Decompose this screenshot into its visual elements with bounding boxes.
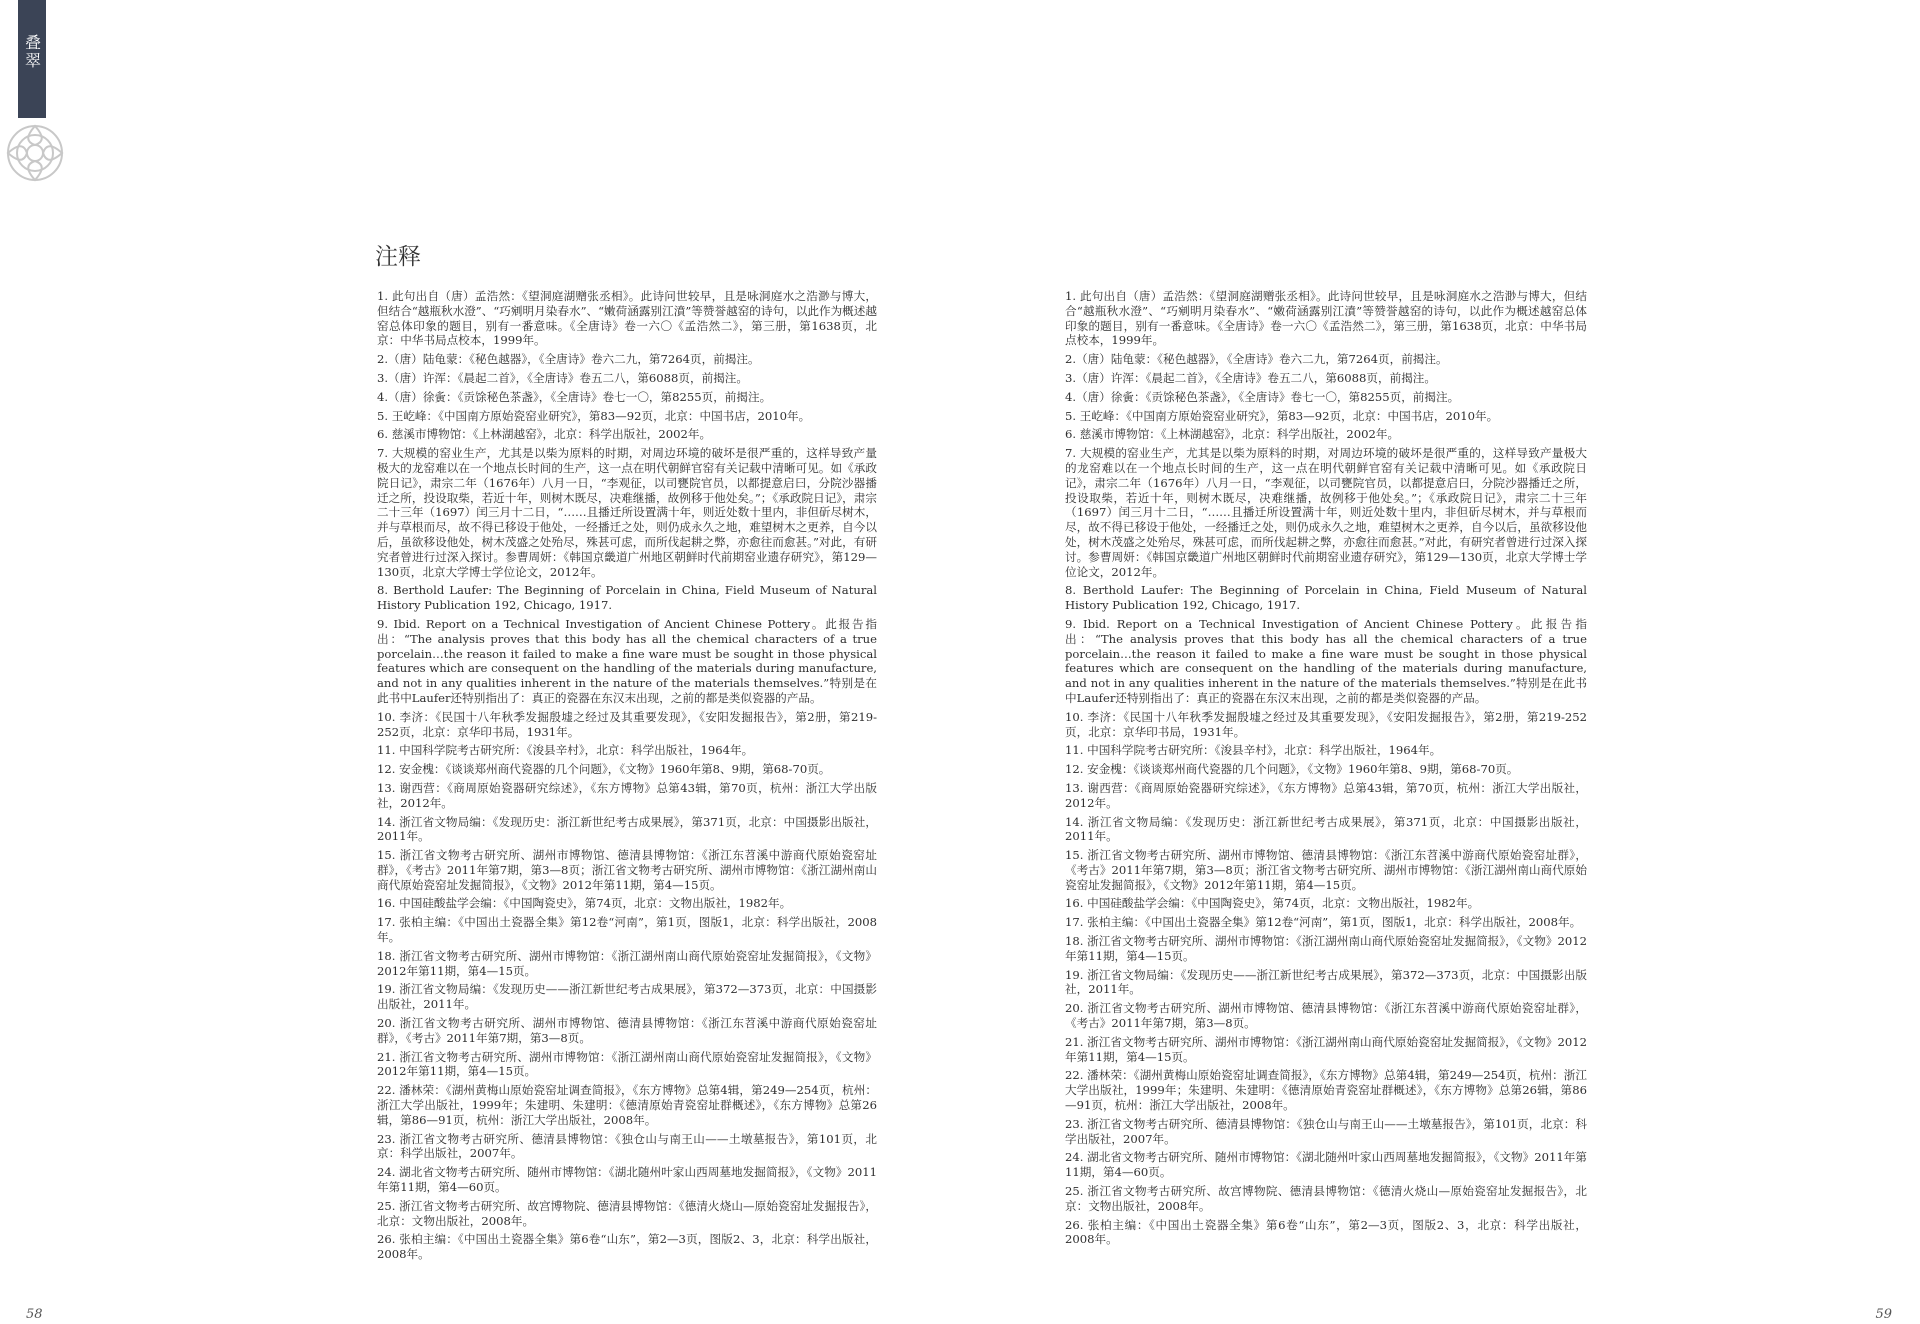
note-item: 5. 王屹峰：《中国南方原始瓷窑业研究》，第83—92页，北京：中国书店，2010年。 bbox=[1065, 408, 1499, 423]
note-item: 24. 湖北省文物考古研究所、随州市博物馆：《湖北随州叶家山西周墓地发掘简报》，《文物》2011年第11期，第4—60页。 bbox=[377, 1165, 877, 1195]
note-item: 2.（唐）陆龟蒙：《秘色越器》，《全唐诗》卷六二九，第7264页，前揭注。 bbox=[377, 352, 760, 367]
note-item: 10. 李济：《民国十八年秋季发掘殷墟之经过及其重要发现》，《安阳发掘报告》，第2册，第219-252页，北京：京华印书局，1931年。 bbox=[1065, 709, 1587, 739]
note-item: 6. 慈溪市博物馆：《上林湖越窑》，北京：科学出版社，2002年。 bbox=[377, 427, 712, 442]
note-item: 2.（唐）陆龟蒙：《秘色越器》，《全唐诗》卷六二九，第7264页，前揭注。 bbox=[1065, 352, 1448, 367]
note-item: 19. 浙江省文物局编：《发现历史——浙江新世纪考古成果展》，第372—373页，北京：中国摄影出版社，2011年。 bbox=[377, 982, 877, 1012]
note-item: 3.（唐）许浑：《晨起二首》，《全唐诗》卷五二八，第6088页，前揭注。 bbox=[1065, 370, 1436, 385]
page-number-right: 59 bbox=[1875, 1307, 1892, 1322]
note-item: 7. 大规模的窑业生产，尤其是以柴为原料的时期，对周边环境的破坏是很严重的，这样导致产量极大的龙窑难以在一个地点长时间的生产，这一点在明代朝鲜官窑有关记载中清晰可见。如《承政院日记》，肃宗二年（1676年）八月一日，“李观征，以司甕院官员，以都提意启曰，分院沙器播迁之所，投设取柴，若近十年，则树木既尽，决难继播，故例移于他处矣。”；《承政院日记》，肃宗二十三年（1697）闰三月十二日，“……且播迁所设置满十年，则近处数十里内，非但斫尽树木，并与草根而尽，故不得已移设于他处，一经播迁之处，则仍成永久之地，难望树木之更养，自今以后，虽欲移设他处，树木茂盛之处殆尽，殊甚可虑，而所伐起耕之弊，亦愈往而愈甚。”对此，有研究者曾进行过深入探讨。参曹周妍：《韩国京畿道广州地区朝鲜时代前期窑业遗存研究》，第129—130页，北京大学博士学位论文，2012年。 bbox=[377, 446, 877, 579]
note-item: 8. Berthold Laufer: The Beginning of Porcelain in China, Field Museum of Natural History Publication 192, Chicago, 1917. bbox=[1065, 583, 1587, 613]
note-item: 4.（唐）徐夤：《贡馀秘色茶盏》，《全唐诗》卷七一〇，第8255页，前揭注。 bbox=[1065, 389, 1460, 404]
note-item: 17. 张柏主编：《中国出土瓷器全集》第12卷“河南”，第1页，图版1，北京：科学出版社，2008年。 bbox=[1065, 915, 1582, 930]
note-item: 14. 浙江省文物局编：《发现历史：浙江新世纪考古成果展》，第371页，北京：中国摄影出版社，2011年。 bbox=[1065, 814, 1587, 844]
note-item: 23. 浙江省文物考古研究所、德清县博物馆：《独仓山与南王山——土墩墓报告》，第101页，北京：科学出版社，2007年。 bbox=[377, 1131, 877, 1161]
note-item: 14. 浙江省文物局编：《发现历史：浙江新世纪考古成果展》，第371页，北京：中国摄影出版社，2011年。 bbox=[377, 814, 877, 844]
note-item: 20. 浙江省文物考古研究所、湖州市博物馆、德清县博物馆：《浙江东苕溪中游商代原始瓷窑址群》，《考古》2011年第7期，第3—8页。 bbox=[377, 1016, 877, 1045]
note-item: 6. 慈溪市博物馆：《上林湖越窑》，北京：科学出版社，2002年。 bbox=[1065, 427, 1400, 442]
note-item: 1. 此句出自（唐）孟浩然：《望洞庭湖赠张丞相》。此诗问世较早，且是咏洞庭水之浩渺与博大，但结合“越瓶秋水澄”、“巧剜明月染春水”、“嫩荷涵露别江濆”等赞誉越窑的诗句，以此作为概述越窑总体印象的题目，别有一番意味。《全唐诗》卷一六〇《孟浩然二》，第三册，第1638页，北京：中华书局点校本，1999年。 bbox=[1065, 289, 1587, 348]
note-item: 7. 大规模的窑业生产，尤其是以柴为原料的时期，对周边环境的破坏是很严重的，这样导致产量极大的龙窑难以在一个地点长时间的生产，这一点在明代朝鲜官窑有关记载中清晰可见。如《承政院日记》，肃宗二年（1676年）八月一日，“李观征，以司甕院官员，以都提意启曰，分院沙器播迁之所，投设取柴，若近十年，则树木既尽，决难继播，故例移于他处矣。”；《承政院日记》，肃宗二十三年（1697）闰三月十二日，“……且播迁所设置满十年，则近处数十里内，非但斫尽树木，并与草根而尽，故不得已移设于他处，一经播迁之处，则仍成永久之地，难望树木之更养，自今以后，虽欲移设他处，树木茂盛之处殆尽，殊甚可虑，而所伐起耕之弊，亦愈往而愈甚。”对此，有研究者曾进行过深入探讨。参曹周妍：《韩国京畿道广州地区朝鲜时代前期窑业遗存研究》，第129—130页，北京大学博士学位论文，2012年。 bbox=[1065, 446, 1587, 579]
note-item: 26. 张柏主编：《中国出土瓷器全集》第6卷“山东”，第2—3页，图版2、3，北京：科学出版社，2008年。 bbox=[1065, 1217, 1587, 1247]
note-item: 21. 浙江省文物考古研究所、湖州市博物馆：《浙江湖州南山商代原始瓷窑址发掘简报》，《文物》2012年第11期，第4—15页。 bbox=[1065, 1034, 1587, 1064]
note-item: 23. 浙江省文物考古研究所、德清县博物馆：《独仓山与南王山——土墩墓报告》，第101页，北京：科学出版社，2007年。 bbox=[1065, 1116, 1587, 1146]
note-item: 11. 中国科学院考古研究所：《浚县辛村》，北京：科学出版社，1964年。 bbox=[1065, 743, 1442, 758]
note-item: 12. 安金槐：《谈谈郑州商代瓷器的几个问题》，《文物》1960年第8、9期，第68-70页。 bbox=[377, 762, 831, 777]
section-tab bbox=[18, 0, 46, 118]
page-number-left: 58 bbox=[26, 1307, 43, 1322]
note-item: 24. 湖北省文物考古研究所、随州市博物馆：《湖北随州叶家山西周墓地发掘简报》，《文物》2011年第11期，第4—60页。 bbox=[1065, 1150, 1587, 1180]
note-item: 22. 潘林荣：《湖州黄梅山原始瓷窑址调查简报》，《东方博物》总第4辑，第249—254页，杭州：浙江大学出版社，1999年；朱建明、朱建明：《德清原始青瓷窑址群概述》，《东方博物》总第26辑，第86—91页，杭州：浙江大学出版社，2008年。 bbox=[377, 1083, 877, 1127]
note-item: 3.（唐）许浑：《晨起二首》，《全唐诗》卷五二八，第6088页，前揭注。 bbox=[377, 370, 748, 385]
note-item: 5. 王屹峰：《中国南方原始瓷窑业研究》，第83—92页，北京：中国书店，2010年。 bbox=[377, 408, 811, 423]
note-item: 13. 谢西营：《商周原始瓷器研究综述》，《东方博物》总第43辑，第70页，杭州：浙江大学出版社，2012年。 bbox=[1065, 780, 1587, 810]
note-item: 21. 浙江省文物考古研究所、湖州市博物馆：《浙江湖州南山商代原始瓷窑址发掘简报》，《文物》2012年第11期，第4—15页。 bbox=[377, 1049, 877, 1079]
notes-list-right bbox=[1065, 289, 1587, 1251]
page-title: 注释 bbox=[375, 244, 421, 270]
note-item: 25. 浙江省文物考古研究所、故宫博物院、德清县博物馆：《德清火烧山—原始瓷窑址发掘报告》，北京：文物出版社，2008年。 bbox=[377, 1198, 877, 1228]
note-item: 12. 安金槐：《谈谈郑州商代瓷器的几个问题》，《文物》1960年第8、9期，第68-70页。 bbox=[1065, 762, 1519, 777]
note-item: 10. 李济：《民国十八年秋季发掘殷墟之经过及其重要发现》，《安阳发掘报告》，第2册，第219-252页，北京：京华印书局，1931年。 bbox=[377, 709, 877, 739]
note-item: 9. Ibid. Report on a Technical Investigation of Ancient Chinese Pottery。此报告指出：“The analysis proves that this body has all the chemical characters of a true porcelain…the reason it failed to make a fine ware must be sought in those physical features which are consequent on the handling of the materials during manufacture, and not in any qualities inherent in the nature of the materials themselves.”特别是在此书中Laufer还特别指出了：真正的瓷器在东汉末出现，之前的都是类似瓷器的产品。 bbox=[1065, 616, 1587, 705]
note-item: 16. 中国硅酸盐学会编：《中国陶瓷史》，第74页，北京：文物出版社，1982年。 bbox=[1065, 896, 1480, 911]
notes-list-left bbox=[377, 289, 877, 1266]
note-item: 19. 浙江省文物局编：《发现历史——浙江新世纪考古成果展》，第372—373页，北京：中国摄影出版社，2011年。 bbox=[1065, 967, 1587, 997]
note-item: 1. 此句出自（唐）孟浩然：《望洞庭湖赠张丞相》。此诗问世较早，且是咏洞庭水之浩渺与博大，但结合“越瓶秋水澄”、“巧剜明月染春水”、“嫩荷涵露别江濆”等赞誉越窑的诗句，以此作为概述越窑总体印象的题目，别有一番意味。《全唐诗》卷一六〇《孟浩然二》，第三册，第1638页，北京：中华书局点校本，1999年。 bbox=[377, 289, 877, 348]
note-item: 17. 张柏主编：《中国出土瓷器全集》第12卷“河南”，第1页，图版1，北京：科学出版社，2008年。 bbox=[377, 915, 877, 945]
note-item: 22. 潘林荣：《湖州黄梅山原始瓷窑址调查简报》，《东方博物》总第4辑，第249—254页，杭州：浙江大学出版社，1999年；朱建明、朱建明：《德清原始青瓷窑址群概述》，《东方博物》总第26辑，第86—91页，杭州：浙江大学出版社，2008年。 bbox=[1065, 1068, 1587, 1113]
floral-emblem-icon bbox=[4, 122, 66, 184]
note-item: 25. 浙江省文物考古研究所、故宫博物院、德清县博物馆：《德清火烧山—原始瓷窑址发掘报告》，北京：文物出版社，2008年。 bbox=[1065, 1184, 1587, 1213]
section-tab-label: 叠翠 bbox=[22, 34, 42, 70]
note-item: 16. 中国硅酸盐学会编：《中国陶瓷史》，第74页，北京：文物出版社，1982年。 bbox=[377, 896, 792, 911]
note-item: 8. Berthold Laufer: The Beginning of Porcelain in China, Field Museum of Natural History Publication 192, Chicago, 1917. bbox=[377, 583, 877, 613]
note-item: 26. 张柏主编：《中国出土瓷器全集》第6卷“山东”，第2—3页，图版2、3，北京：科学出版社，2008年。 bbox=[377, 1232, 877, 1262]
note-item: 9. Ibid. Report on a Technical Investigation of Ancient Chinese Pottery。此报告指出：“The analysis proves that this body has all the chemical characters of a true porcelain…the reason it failed to make a fine ware must be sought in those physical features which are consequent on the handling of the materials during manufacture, and not in any qualities inherent in the nature of the materials themselves.”特别是在此书中Laufer还特别指出了：真正的瓷器在东汉末出现，之前的都是类似瓷器的产品。 bbox=[377, 616, 877, 705]
note-item: 20. 浙江省文物考古研究所、湖州市博物馆、德清县博物馆：《浙江东苕溪中游商代原始瓷窑址群》，《考古》2011年第7期，第3—8页。 bbox=[1065, 1001, 1587, 1031]
note-item: 15. 浙江省文物考古研究所、湖州市博物馆、德清县博物馆：《浙江东苕溪中游商代原始瓷窑址群》，《考古》2011年第7期，第3—8页；浙江省文物考古研究所、湖州市博物馆：《浙江湖州南山商代原始瓷窑址发掘简报》，《文物》2012年第11期，第4—15页。 bbox=[377, 848, 877, 892]
note-item: 18. 浙江省文物考古研究所、湖州市博物馆：《浙江湖州南山商代原始瓷窑址发掘简报》，《文物》2012年第11期，第4—15页。 bbox=[377, 948, 877, 978]
note-item: 13. 谢西营：《商周原始瓷器研究综述》，《东方博物》总第43辑，第70页，杭州：浙江大学出版社，2012年。 bbox=[377, 780, 877, 810]
note-item: 15. 浙江省文物考古研究所、湖州市博物馆、德清县博物馆：《浙江东苕溪中游商代原始瓷窑址群》，《考古》2011年第7期，第3—8页；浙江省文物考古研究所、湖州市博物馆：《浙江湖州南山商代原始瓷窑址发掘简报》，《文物》2012年第11期，第4—15页。 bbox=[1065, 848, 1587, 892]
note-item: 11. 中国科学院考古研究所：《浚县辛村》，北京：科学出版社，1964年。 bbox=[377, 743, 754, 758]
note-item: 4.（唐）徐夤：《贡馀秘色茶盏》，《全唐诗》卷七一〇，第8255页，前揭注。 bbox=[377, 389, 772, 404]
note-item: 18. 浙江省文物考古研究所、湖州市博物馆：《浙江湖州南山商代原始瓷窑址发掘简报》，《文物》2012年第11期，第4—15页。 bbox=[1065, 934, 1587, 963]
